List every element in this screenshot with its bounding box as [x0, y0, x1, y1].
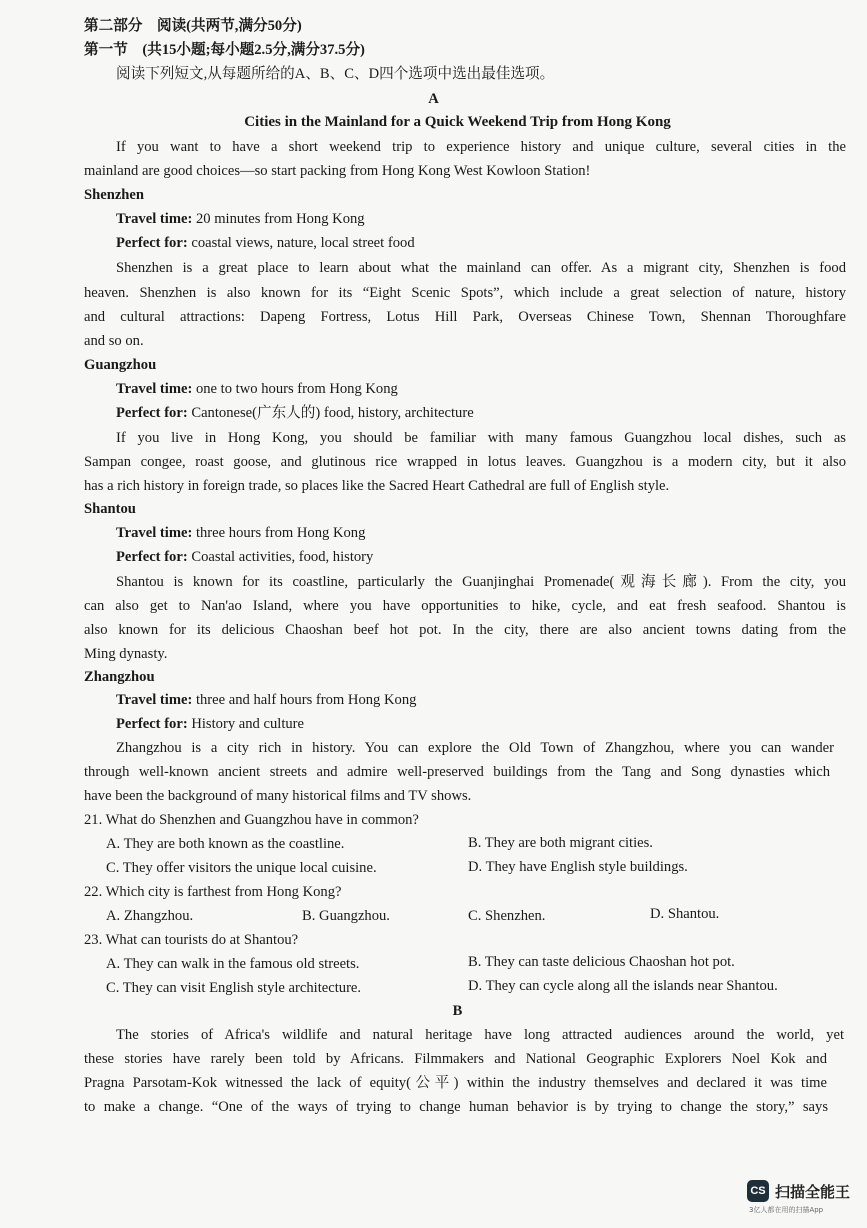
travel-time-guangzhou: Travel time: one to two hours from Hong Kong: [116, 381, 398, 397]
option-c[interactable]: C. They offer visitors the unique local cuisine.: [106, 860, 377, 876]
body-line: heaven. Shenzhen is also known for its “Eight Scenic Spots”, which include a great selection of nature, history: [84, 285, 846, 301]
perfect-for-zhangzhou: Perfect for: History and culture: [116, 716, 305, 732]
city-heading-guangzhou: Guangzhou: [84, 357, 157, 373]
option-c[interactable]: C. They can visit English style architecture.: [106, 980, 362, 996]
question-stem: 23. What can tourists do at Shantou?: [84, 932, 299, 948]
body-line: Ming dynasty.: [84, 646, 168, 662]
body-line: Pragna Parsotam-Kok witnessed the lack of equity(公平) within the industry themselves and declared it was time: [84, 1075, 828, 1091]
body-line: to make a change. “One of the ways of trying to change human behavior is by trying to change the story,” says: [84, 1099, 828, 1115]
body-line: The stories of Africa's wildlife and natural heritage have long attracted audiences around the world, yet: [116, 1027, 844, 1043]
passage-a-letter: A: [428, 91, 439, 107]
body-line: through well-known ancient streets and admire well-preserved buildings from the Tang and Song dynasties which: [84, 764, 830, 780]
option-b[interactable]: B. They are both migrant cities.: [468, 835, 653, 851]
body-line: Shenzhen is a great place to learn about what the mainland can offer. As a migrant city, Shenzhen is food: [116, 260, 846, 276]
body-line: Zhangzhou is a city rich in history. You can explore the Old Town of Zhangzhou, where you can wander: [116, 740, 834, 756]
option-d[interactable]: D. They have English style buildings.: [468, 859, 688, 875]
camscanner-logo-icon: CS: [747, 1180, 769, 1202]
body-line: has a rich history in foreign trade, so places like the Sacred Heart Cathedral are full of English style.: [84, 478, 670, 494]
city-heading-shantou: Shantou: [84, 501, 136, 517]
perfect-for-guangzhou: Perfect for: Cantonese(广东人的) food, history, architecture: [116, 405, 474, 421]
city-heading-zhangzhou: Zhangzhou: [84, 669, 155, 685]
travel-time-zhangzhou: Travel time: three and half hours from Hong Kong: [116, 692, 417, 708]
passage-a-title: Cities in the Mainland for a Quick Weekend Trip from Hong Kong: [244, 114, 671, 130]
travel-time-shenzhen: Travel time: 20 minutes from Hong Kong: [116, 211, 365, 227]
intro-line: If you want to have a short weekend trip to experience history and unique culture, several cities in the: [116, 139, 846, 155]
body-line: Sampan congee, roast goose, and glutinous rice wrapped in lotus leaves. Guangzhou is a modern city, but it also: [84, 454, 846, 470]
body-line: these stories have rarely been told by Africans. Filmmakers and National Geographic Explorers Noel Kok and: [84, 1051, 827, 1067]
watermark-name: 扫描全能王: [775, 1182, 851, 1201]
intro-line: mainland are good choices—so start packing from Hong Kong West Kowloon Station!: [84, 163, 591, 179]
perfect-for-shenzhen: Perfect for: coastal views, nature, local street food: [116, 235, 415, 251]
body-line: also known for its delicious Chaoshan beef hot pot. In the city, there are also ancient towns dating from the: [84, 622, 846, 638]
option-a[interactable]: A. They can walk in the famous old streets.: [106, 956, 360, 972]
question-stem: 22. Which city is farthest from Hong Kong?: [84, 884, 342, 900]
option-d[interactable]: D. They can cycle along all the islands near Shantou.: [468, 978, 778, 994]
option-b[interactable]: B. Guangzhou.: [302, 908, 390, 924]
part-heading: 第二部分 阅读(共两节,满分50分): [84, 18, 302, 34]
option-d[interactable]: D. Shantou.: [650, 906, 720, 922]
body-line: Shantou is known for its coastline, particularly the Guanjinghai Promenade(观海长廊). From the city, you: [116, 574, 846, 590]
watermark-tagline: 3亿人都在用的扫描App: [749, 1206, 824, 1214]
perfect-for-shantou: Perfect for: Coastal activities, food, history: [116, 549, 374, 565]
passage-b-letter: B: [452, 1003, 463, 1019]
body-line: can also get to Nan'ao Island, where you have opportunities to hike, cycle, and eat fresh seafood. Shantou is: [84, 598, 846, 614]
question-stem: 21. What do Shenzhen and Guangzhou have in common?: [84, 812, 419, 828]
scanner-watermark: [747, 1180, 850, 1202]
option-a[interactable]: A. They are both known as the coastline.: [106, 836, 345, 852]
section-heading: 第一节 (共15小题;每小题2.5分,满分37.5分): [84, 42, 365, 58]
body-line: have been the background of many historical films and TV shows.: [84, 788, 472, 804]
option-b[interactable]: B. They can taste delicious Chaoshan hot pot.: [468, 954, 735, 970]
body-line: and so on.: [84, 333, 144, 349]
option-c[interactable]: C. Shenzhen.: [468, 908, 546, 924]
instruction: 阅读下列短文,从每题所给的A、B、C、D四个选项中选出最佳选项。: [116, 66, 555, 82]
travel-time-shantou: Travel time: three hours from Hong Kong: [116, 525, 366, 541]
body-line: If you live in Hong Kong, you should be familiar with many famous Guangzhou local dishes, such as: [116, 430, 846, 446]
body-line: and cultural attractions: Dapeng Fortress, Lotus Hill Park, Overseas Chinese Town, Shennan Thoroughfare: [84, 309, 846, 325]
city-heading-shenzhen: Shenzhen: [84, 187, 145, 203]
option-a[interactable]: A. Zhangzhou.: [106, 908, 194, 924]
